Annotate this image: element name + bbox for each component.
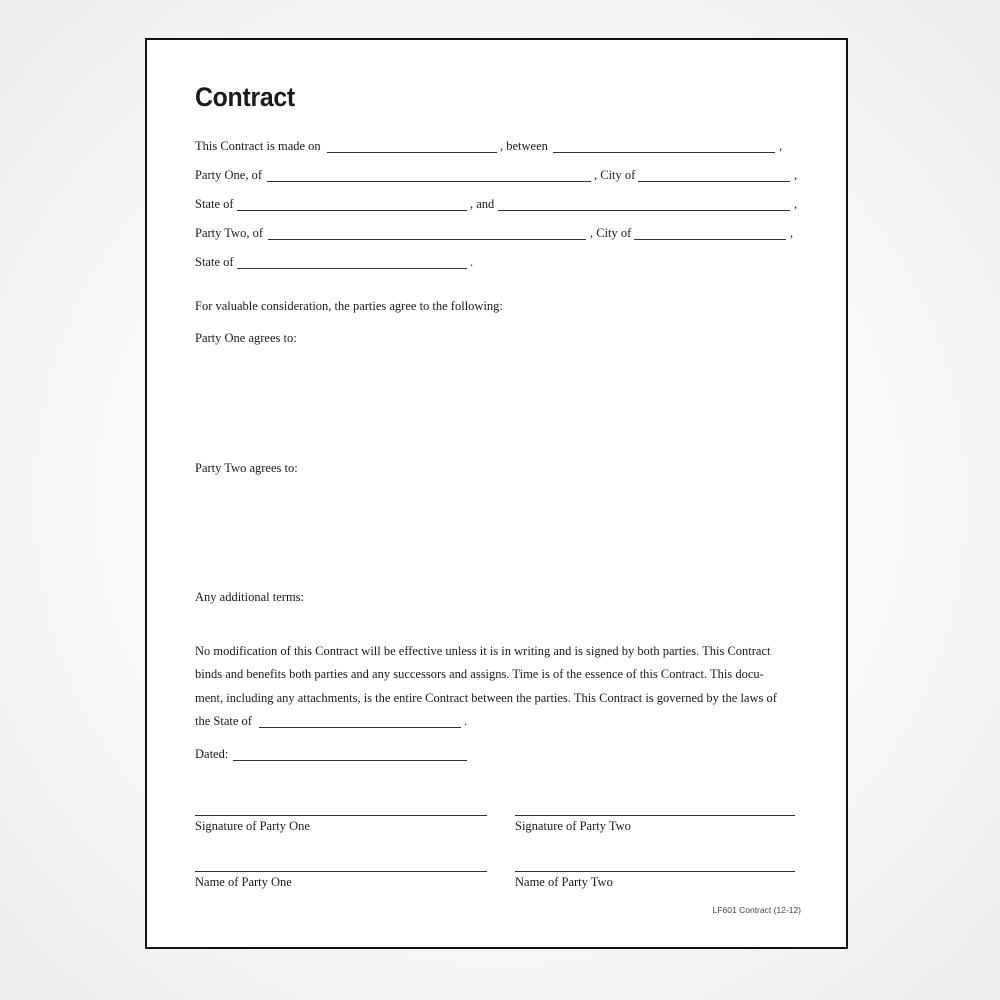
boilerplate-line: ment, including any attachments, is the entire Contract between the parties. This Contract is governed by the laws of xyxy=(195,690,777,705)
page-title: Contract xyxy=(195,82,295,112)
party-two-name-field[interactable] xyxy=(498,210,790,211)
name-one-label: Name of Party One xyxy=(195,875,292,889)
made-on-label: This Contract is made on xyxy=(195,139,321,153)
and-label: , and xyxy=(470,197,495,211)
name-two-label: Name of Party Two xyxy=(515,875,613,889)
between-label: , between xyxy=(500,139,548,153)
state-of-label: State of xyxy=(195,197,234,211)
signature-one-label: Signature of Party One xyxy=(195,819,310,833)
state-of-law-label: the State of xyxy=(195,714,252,728)
signature-one-line[interactable] xyxy=(195,815,487,816)
contract-page xyxy=(145,38,848,949)
party-two-agrees-label: Party Two agrees to: xyxy=(195,461,298,475)
party-one-of-label: Party One, of xyxy=(195,168,262,182)
consideration-text: For valuable consideration, the parties agree to the following: xyxy=(195,299,503,313)
party-two-city-field[interactable] xyxy=(634,239,786,240)
form-number: LF601 Contract (12-12) xyxy=(712,905,801,915)
boilerplate-line: binds and benefits both parties and any successors and assigns. Time is of the essence of this Contract. This docu- xyxy=(195,667,764,682)
party-one-city-field[interactable] xyxy=(638,181,790,182)
party-two-address-field[interactable] xyxy=(268,239,586,240)
state-of-label: State of xyxy=(195,255,234,269)
date-field[interactable] xyxy=(327,152,497,153)
party-two-of-label: Party Two, of xyxy=(195,226,263,240)
signature-two-line[interactable] xyxy=(515,815,795,816)
name-two-line[interactable] xyxy=(515,871,795,872)
party-one-agrees-label: Party One agrees to: xyxy=(195,331,297,345)
boilerplate-paragraph xyxy=(195,640,799,710)
governing-state-field[interactable] xyxy=(259,727,461,728)
city-of-label: , City of xyxy=(590,226,632,240)
comma-text: , xyxy=(794,197,798,211)
period-text: . xyxy=(470,255,474,269)
additional-terms-label: Any additional terms: xyxy=(195,590,305,604)
dated-field[interactable] xyxy=(233,760,467,761)
period-text: . xyxy=(464,714,468,728)
comma-text: , xyxy=(790,226,794,240)
comma-text: , xyxy=(794,168,798,182)
party-one-address-field[interactable] xyxy=(267,181,591,182)
dated-label: Dated: xyxy=(195,747,229,761)
city-of-label: , City of xyxy=(594,168,636,182)
party-two-state-field[interactable] xyxy=(237,268,467,269)
party-one-name-field[interactable] xyxy=(553,152,775,153)
comma-text: , xyxy=(779,139,783,153)
name-one-line[interactable] xyxy=(195,871,487,872)
boilerplate-line: No modification of this Contract will be effective unless it is in writing and is signed by both parties. This Contract xyxy=(195,644,771,658)
party-one-state-field[interactable] xyxy=(237,210,467,211)
signature-two-label: Signature of Party Two xyxy=(515,819,631,833)
